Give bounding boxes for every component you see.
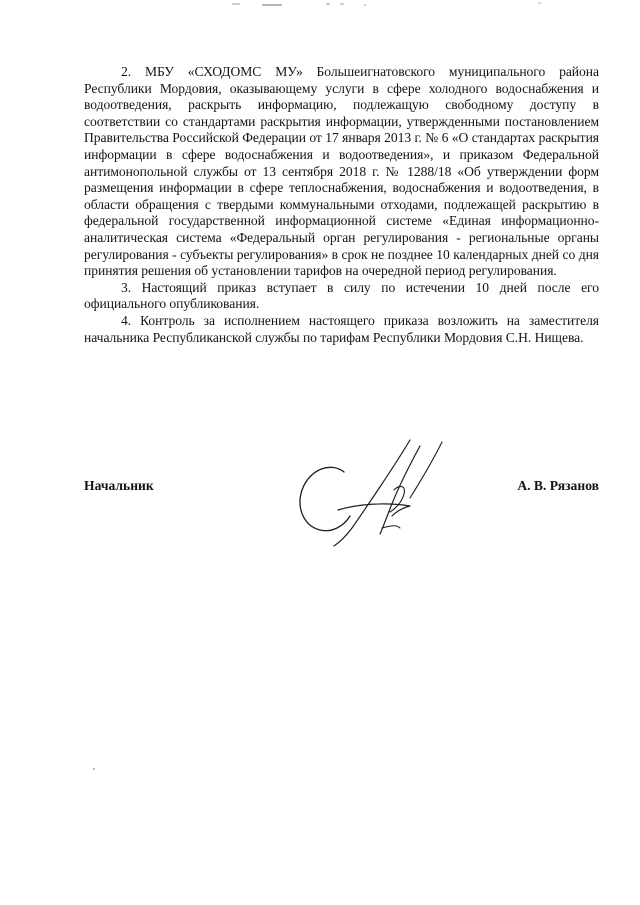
paragraph-item-3: 3. Настоящий приказ вступает в силу по истечении 10 дней после его официального опубликования. [84,279,599,312]
signatory-name: А. В. Рязанов [517,478,599,493]
document-body [84,64,599,346]
scan-artifact [0,0,640,14]
paragraph-item-2: 2. МБУ «СХОДОМС МУ» Большеигнатовского муниципального района Республики Мордовия, оказывающему услуги в сфере холодного водоснабжения и водоотведения, раскрыть информацию, подлежащую свободному доступу в соответствии со стандартами раскрытия информации, утвержденными постановлением Правительства Российской Федерации от 17 января 2013 г. № 6 «О стандартах раскрытия информации в сфере водоснабжения и водоотведения», и приказом Федеральной антимонопольной службы от 13 сентября 2018 г. № 1288/18 «Об утверждении форм размещения информации в сфере теплоснабжения, водоснабжения и водоотведения, в области обращения с твердыми коммунальными отходами, подлежащей раскрытию в федеральной государственной информационной системе «Единая информационно-аналитическая система «Федеральный орган регулирования - региональные органы регулирования - субъекты регулирования» в срок не позднее 10 календарных дней со дня принятия решения об установлении тарифов на очередной период регулирования. [84,64,599,279]
scan-speck [93,768,95,770]
handwritten-signature-icon [292,432,452,557]
signatory-title: Начальник [84,478,154,493]
paragraph-item-4: 4. Контроль за исполнением настоящего приказа возложить на заместителя начальника Республиканской службы по тарифам Республики Мордовия С.Н. Нищева. [84,312,599,345]
